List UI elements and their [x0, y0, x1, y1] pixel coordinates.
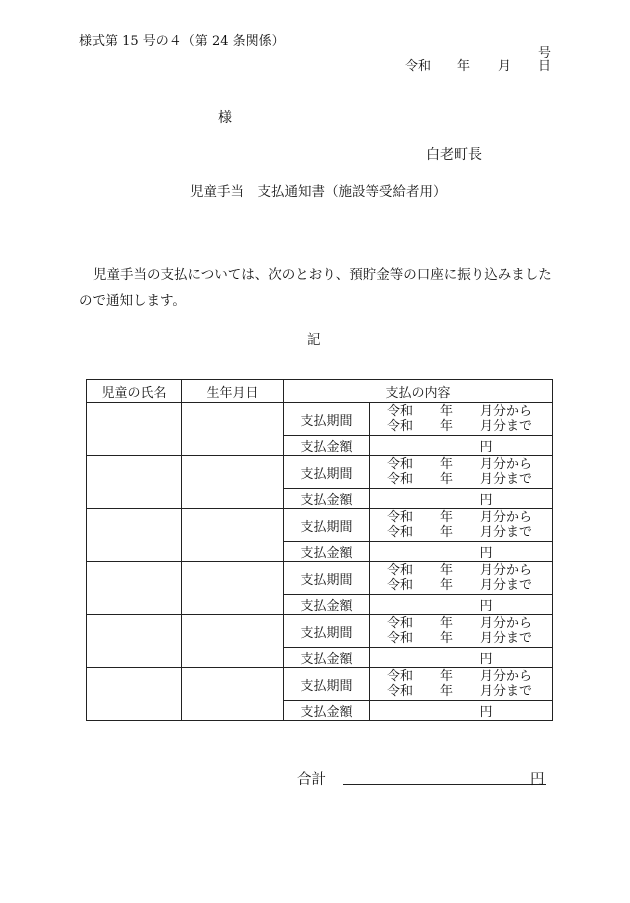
table-row	[87, 403, 553, 436]
child-name-cell[interactable]	[87, 615, 182, 668]
table-row	[87, 562, 553, 595]
from-era: 令和	[387, 616, 414, 631]
form-number: 様式第 15 号の４（第 24 条関係）	[79, 34, 285, 49]
header-payment-content: 支払の内容	[284, 380, 553, 403]
amount-cell[interactable]	[370, 595, 553, 615]
payment-table	[86, 379, 553, 721]
amount-yen: 円	[479, 705, 493, 720]
total-label: 合計	[297, 772, 326, 788]
from-year: 年	[440, 616, 454, 631]
to-year: 年	[440, 684, 454, 699]
period-label: 支払期間	[284, 403, 370, 436]
date-year: 年	[457, 59, 471, 74]
amount-cell[interactable]	[370, 436, 553, 456]
date-day: 日	[538, 59, 552, 74]
period-label: 支払期間	[284, 668, 370, 701]
birthdate-cell[interactable]	[182, 615, 284, 668]
to-month: 月分まで	[480, 419, 533, 434]
period-cell[interactable]	[370, 403, 553, 436]
from-year: 年	[440, 563, 454, 578]
to-era: 令和	[387, 419, 414, 434]
to-era: 令和	[387, 525, 414, 540]
child-name-cell[interactable]	[87, 562, 182, 615]
birthdate-cell[interactable]	[182, 456, 284, 509]
table-row	[87, 615, 553, 648]
from-month: 月分から	[480, 616, 533, 631]
to-era: 令和	[387, 631, 414, 646]
child-name-cell[interactable]	[87, 509, 182, 562]
header-birthdate: 生年月日	[182, 380, 284, 403]
amount-yen: 円	[479, 652, 493, 667]
amount-yen: 円	[479, 546, 493, 561]
to-year: 年	[440, 419, 454, 434]
amount-label: 支払金額	[284, 436, 370, 456]
total-yen: 円	[530, 772, 545, 788]
to-year: 年	[440, 578, 454, 593]
from-era: 令和	[387, 669, 414, 684]
to-era: 令和	[387, 578, 414, 593]
from-month: 月分から	[480, 563, 533, 578]
amount-label: 支払金額	[284, 542, 370, 562]
from-month: 月分から	[480, 404, 533, 419]
to-era: 令和	[387, 684, 414, 699]
date-era: 令和	[405, 59, 432, 74]
total-amount-line	[343, 784, 546, 785]
to-month: 月分まで	[480, 578, 533, 593]
from-era: 令和	[387, 404, 414, 419]
from-month: 月分から	[480, 457, 533, 472]
child-name-cell[interactable]	[87, 668, 182, 721]
document-title: 児童手当 支払通知書（施設等受給者用）	[190, 184, 447, 200]
body-paragraph	[79, 262, 559, 314]
from-era: 令和	[387, 563, 414, 578]
amount-label: 支払金額	[284, 489, 370, 509]
to-month: 月分まで	[480, 631, 533, 646]
amount-label: 支払金額	[284, 701, 370, 721]
from-year: 年	[440, 510, 454, 525]
amount-label: 支払金額	[284, 648, 370, 668]
to-month: 月分まで	[480, 472, 533, 487]
issuer: 白老町長	[426, 147, 482, 163]
child-name-cell[interactable]	[87, 403, 182, 456]
from-era: 令和	[387, 510, 414, 525]
child-name-cell[interactable]	[87, 456, 182, 509]
period-cell[interactable]	[370, 509, 553, 542]
amount-yen: 円	[479, 599, 493, 614]
amount-yen: 円	[479, 493, 493, 508]
from-era: 令和	[387, 457, 414, 472]
period-cell[interactable]	[370, 456, 553, 489]
to-month: 月分まで	[480, 684, 533, 699]
table-header-row	[87, 380, 553, 403]
from-year: 年	[440, 669, 454, 684]
header-child-name: 児童の氏名	[87, 380, 182, 403]
ki-heading: 記	[307, 332, 321, 348]
from-month: 月分から	[480, 669, 533, 684]
body-text: 児童手当の支払については、次のとおり、預貯金等の口座に振り込みましたので通知します。	[79, 267, 552, 309]
amount-cell[interactable]	[370, 542, 553, 562]
to-year: 年	[440, 631, 454, 646]
period-label: 支払期間	[284, 562, 370, 595]
amount-label: 支払金額	[284, 595, 370, 615]
amount-cell[interactable]	[370, 489, 553, 509]
birthdate-cell[interactable]	[182, 403, 284, 456]
to-month: 月分まで	[480, 525, 533, 540]
from-month: 月分から	[480, 510, 533, 525]
amount-cell[interactable]	[370, 648, 553, 668]
from-year: 年	[440, 404, 454, 419]
period-label: 支払期間	[284, 456, 370, 489]
table-row	[87, 509, 553, 542]
period-label: 支払期間	[284, 615, 370, 648]
table-row	[87, 668, 553, 701]
date-month: 月	[498, 59, 512, 74]
birthdate-cell[interactable]	[182, 668, 284, 721]
recipient-suffix: 様	[218, 110, 232, 126]
amount-cell[interactable]	[370, 701, 553, 721]
to-year: 年	[440, 525, 454, 540]
document-number-label: 号	[538, 46, 552, 61]
birthdate-cell[interactable]	[182, 562, 284, 615]
period-cell[interactable]	[370, 562, 553, 595]
to-year: 年	[440, 472, 454, 487]
birthdate-cell[interactable]	[182, 509, 284, 562]
period-label: 支払期間	[284, 509, 370, 542]
from-year: 年	[440, 457, 454, 472]
table-row	[87, 456, 553, 489]
period-cell[interactable]	[370, 668, 553, 701]
to-era: 令和	[387, 472, 414, 487]
period-cell[interactable]	[370, 615, 553, 648]
amount-yen: 円	[479, 440, 493, 455]
